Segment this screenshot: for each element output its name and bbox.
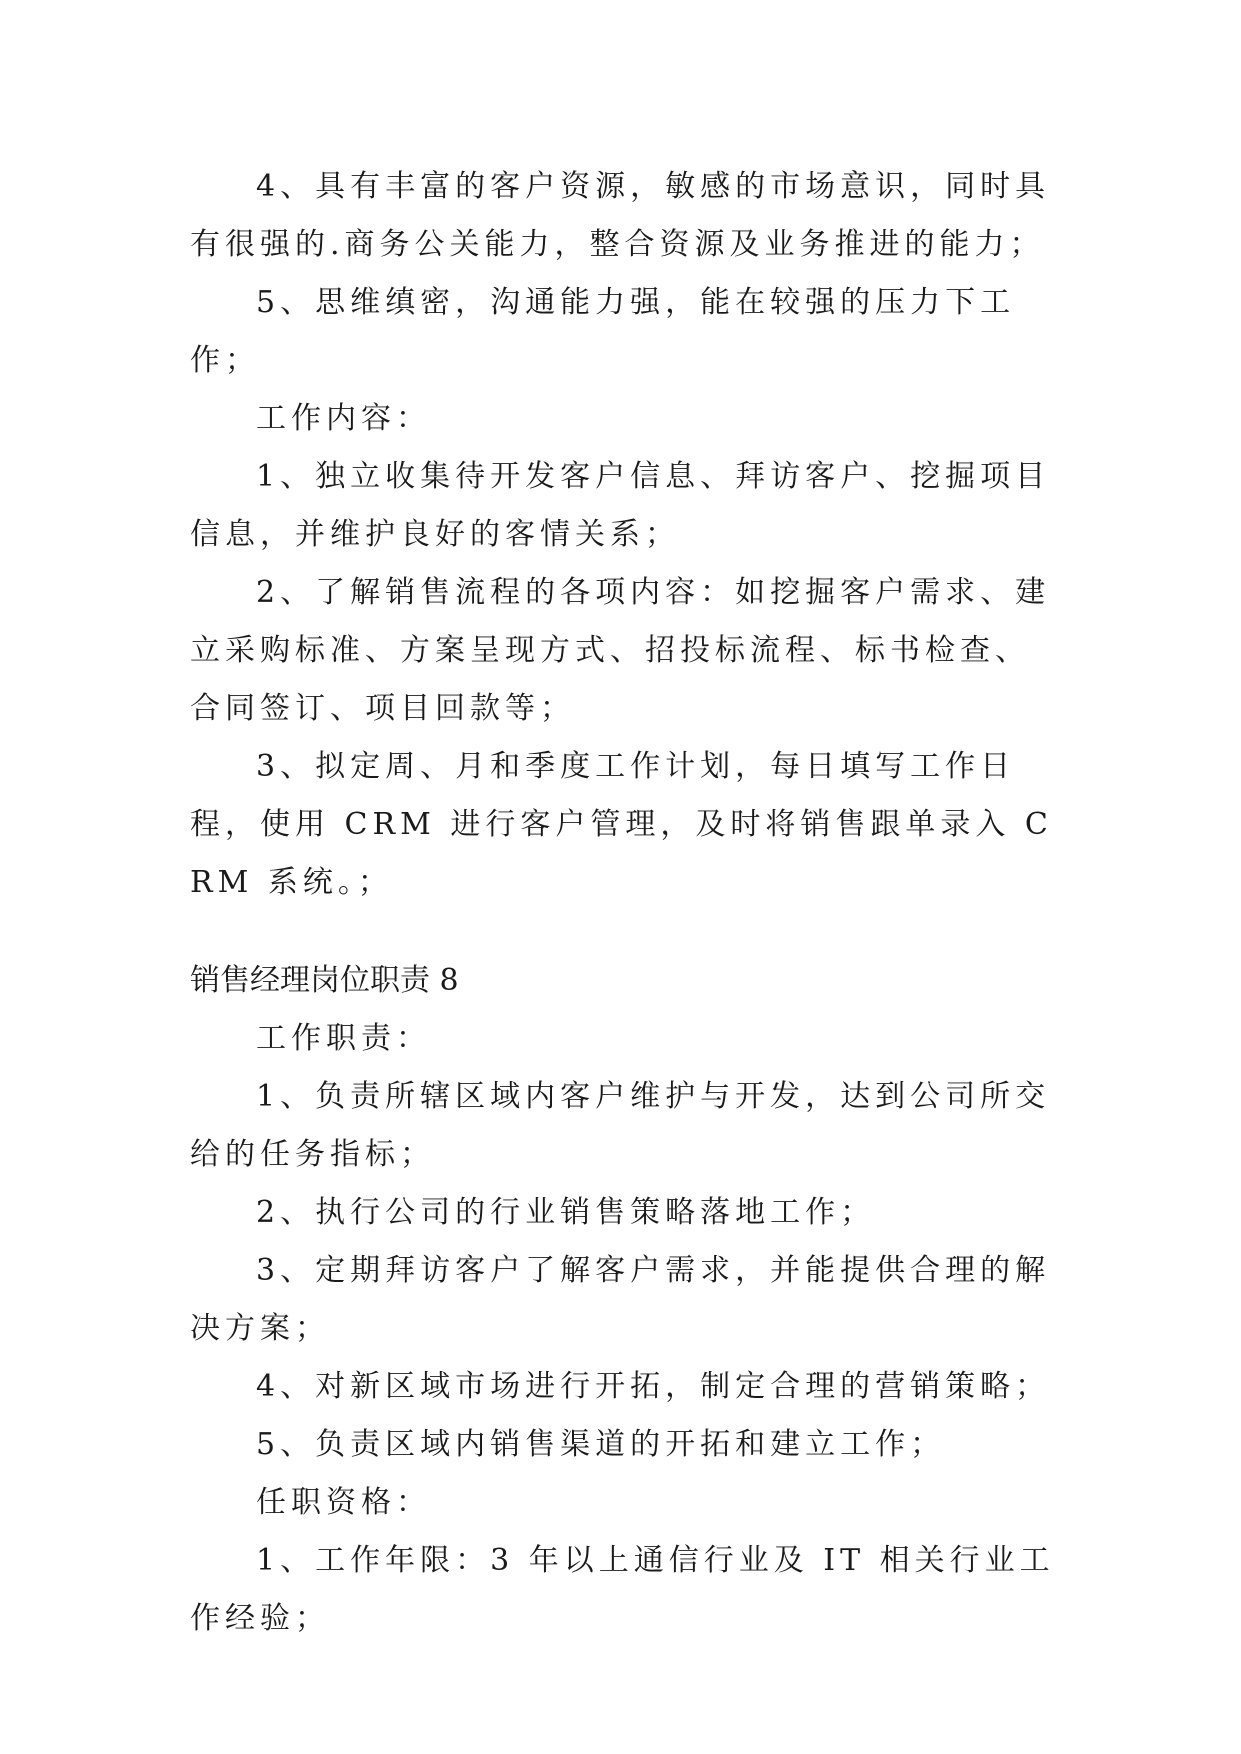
label-qualifications: 任职资格： [256,1485,431,1520]
section-gap [190,912,1058,952]
document-body [190,158,1058,1648]
paragraph-thinking: 5、思维缜密，沟通能力强，能在较强的压力下工作； [190,285,1016,378]
section-heading: 销售经理岗位职责 8 [190,963,459,998]
paragraph-visit-clients: 3、定期拜访客户了解客户需求，并能提供合理的解决方案； [190,1253,1051,1346]
paragraph-sales-process: 2、了解销售流程的各项内容：如挖掘客户需求、建立采购标准、方案呈现方式、招投标流程、标书检查、合同签订、项目回款等； [190,575,1051,726]
paragraph-new-market: 4、对新区域市场进行开拓，制定合理的营销策略； [256,1369,1051,1404]
paragraph-collect-info: 1、独立收集待开发客户信息、拜访客户、挖掘项目信息，并维护良好的客情关系； [190,459,1051,552]
paragraph-work-plan: 3、拟定周、月和季度工作计划，每日填写工作日程，使用 CRM 进行客户管理，及时将销售跟单录入 CRM 系统。； [190,749,1053,900]
paragraph-client-maintenance: 1、负责所辖区域内客户维护与开发，达到公司所交给的任务指标； [190,1079,1051,1172]
paragraph-work-experience: 1、工作年限：3 年以上通信行业及 IT 相关行业工作经验； [190,1543,1055,1636]
paragraph-sales-channels: 5、负责区域内销售渠道的开拓和建立工作； [256,1427,946,1462]
paragraph-execute-strategy: 2、执行公司的行业销售策略落地工作； [256,1195,876,1230]
paragraph-client-resources: 4、具有丰富的客户资源，敏感的市场意识，同时具有很强的.商务公关能力，整合资源及业务推进的能力； [190,169,1051,262]
label-work-content: 工作内容： [256,401,431,436]
label-job-duties: 工作职责： [256,1021,431,1056]
